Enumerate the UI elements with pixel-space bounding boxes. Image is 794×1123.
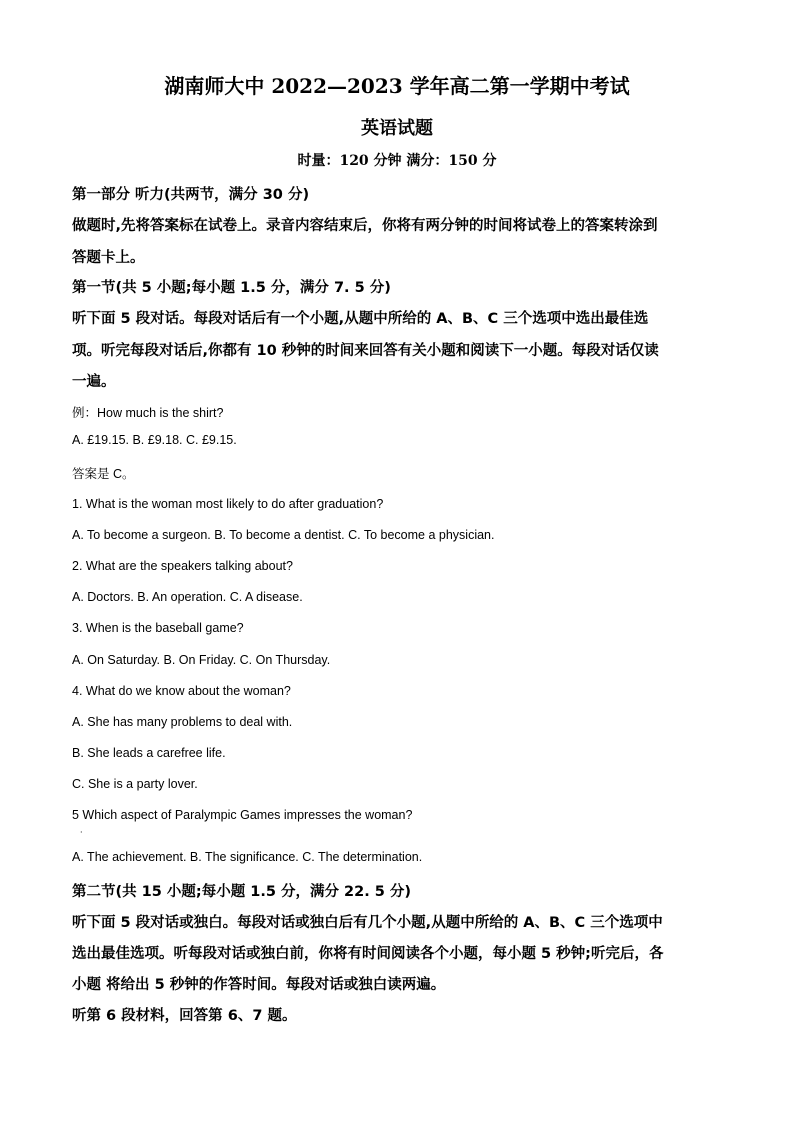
question-4-option-b: B. She leads a carefree life. [72,746,226,760]
section2-material: 听第 6 段材料，回答第 6、7 题。 [72,1008,297,1024]
question-3: 3. When is the baseball game? [72,621,244,635]
example-answer: 答案是 C。 [72,467,135,481]
question-2-options: A. Doctors. B. An operation. C. A disease. [72,590,303,604]
section2-instruction-line2: 选出最佳选项。听每段对话或独白前，你将有时间阅读各个小题，每小题 5 秒钟;听完后，各 [72,946,664,962]
stray-mark: · [80,828,83,837]
question-1-options: A. To become a surgeon. B. To become a dentist. C. To become a physician. [72,528,495,542]
exam-subject: 英语试题 [361,118,433,139]
question-4-option-a: A. She has many problems to deal with. [72,715,293,729]
question-4-option-c: C. She is a party lover. [72,777,198,791]
question-4: 4. What do we know about the woman? [72,684,291,698]
question-5: 5 Which aspect of Paralympic Games impresses the woman? [72,808,413,822]
example-question: 例：How much is the shirt? [72,406,224,420]
exam-title: 湖南师大中 2022—2023 学年高二第一学期中考试 [164,74,630,98]
question-2: 2. What are the speakers talking about? [72,559,293,573]
section2-instruction-line3: 小题 将给出 5 秒钟的作答时间。每段对话或独白读两遍。 [72,977,446,993]
part1-instruction-line1: 做题时,先将答案标在试卷上。录音内容结束后，你将有两分钟的时间将试卷上的答案转涂到 [72,218,658,234]
question-5-options: A. The achievement. B. The significance. C. The determination. [72,850,423,864]
section2-instruction-line1: 听下面 5 段对话或独白。每段对话或独白后有几个小题,从题中所给的 A、B、C 三个选项中 [72,915,663,931]
exam-info: 时量：120 分钟 满分：150 分 [297,153,497,169]
part1-heading: 第一部分 听力(共两节，满分 30 分) [72,187,310,203]
example-options: A. £19.15. B. £9.18. C. £9.15. [72,433,237,447]
section1-instruction-line2: 项。听完每段对话后,你都有 10 秒钟的时间来回答有关小题和阅读下一小题。每段对话仅读 [72,343,659,359]
part1-instruction-line2: 答题卡上。 [72,250,145,266]
section1-instruction-line3: 一遍。 [72,374,116,390]
section1-heading: 第一节(共 5 小题;每小题 1.5 分，满分 7. 5 分) [72,280,391,296]
question-1: 1. What is the woman most likely to do after graduation? [72,497,384,511]
question-3-options: A. On Saturday. B. On Friday. C. On Thursday. [72,653,331,667]
section1-instruction-line1: 听下面 5 段对话。每段对话后有一个小题,从题中所给的 A、B、C 三个选项中选出最佳选 [72,311,649,327]
section2-heading: 第二节(共 15 小题;每小题 1.5 分，满分 22. 5 分) [72,884,412,900]
